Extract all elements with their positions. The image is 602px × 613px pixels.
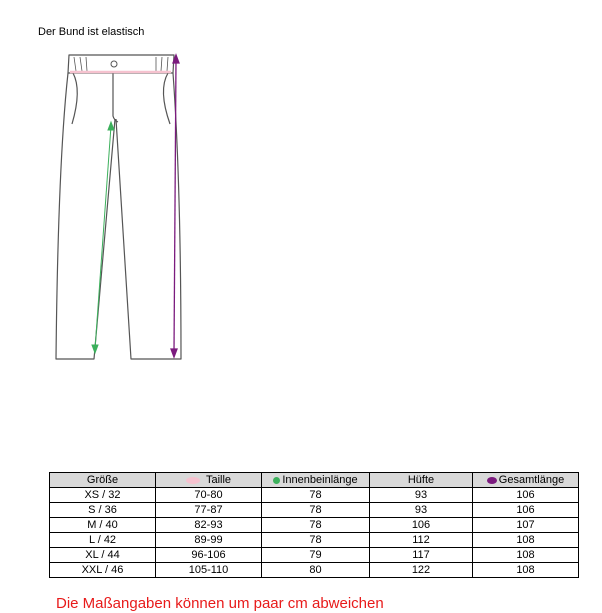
cell-inseam: 78 xyxy=(262,503,370,518)
cell-hip: 93 xyxy=(370,503,473,518)
cell-size: XXL / 46 xyxy=(50,563,156,578)
header-total xyxy=(473,473,579,488)
cell-total: 106 xyxy=(473,503,579,518)
cell-waist: 77-87 xyxy=(156,503,262,518)
cell-hip: 93 xyxy=(370,488,473,503)
trousers-illustration xyxy=(40,44,200,369)
cell-size: M / 40 xyxy=(50,518,156,533)
elastic-waist-note: Der Bund ist elastisch xyxy=(38,26,145,38)
header-total-label: Gesamtlänge xyxy=(498,474,565,486)
cell-waist: 82-93 xyxy=(156,518,262,533)
table-row xyxy=(50,533,579,548)
header-hip xyxy=(370,473,473,488)
waist-color-dot-icon xyxy=(186,477,200,484)
cell-inseam: 79 xyxy=(262,548,370,563)
header-size xyxy=(50,473,156,488)
table-row xyxy=(50,563,579,578)
cell-waist: 70-80 xyxy=(156,488,262,503)
header-inseam xyxy=(262,473,370,488)
cell-total: 107 xyxy=(473,518,579,533)
trousers-outline-icon xyxy=(56,55,181,359)
cell-size: XL / 44 xyxy=(50,548,156,563)
cell-waist: 89-99 xyxy=(156,533,262,548)
table-row xyxy=(50,488,579,503)
cell-size: S / 36 xyxy=(50,503,156,518)
header-waist xyxy=(156,473,262,488)
table-row xyxy=(50,548,579,563)
cell-total: 108 xyxy=(473,548,579,563)
cell-waist: 96-106 xyxy=(156,548,262,563)
cell-size: L / 42 xyxy=(50,533,156,548)
header-waist-label: Taille xyxy=(205,474,232,486)
cell-hip: 112 xyxy=(370,533,473,548)
header-size-label: Größe xyxy=(86,474,119,486)
total-length-color-dot-icon xyxy=(487,477,497,484)
cell-hip: 122 xyxy=(370,563,473,578)
size-chart-table xyxy=(49,472,579,578)
cell-total: 108 xyxy=(473,533,579,548)
cell-hip: 117 xyxy=(370,548,473,563)
cell-waist: 105-110 xyxy=(156,563,262,578)
cell-inseam: 78 xyxy=(262,533,370,548)
button-icon xyxy=(111,61,117,67)
inseam-color-dot-icon xyxy=(273,477,280,484)
table-row xyxy=(50,518,579,533)
cell-inseam: 80 xyxy=(262,563,370,578)
cell-total: 106 xyxy=(473,488,579,503)
cell-inseam: 78 xyxy=(262,518,370,533)
header-hip-label: Hüfte xyxy=(407,474,435,486)
inseam-measure-arrow xyxy=(92,122,114,353)
cell-total: 108 xyxy=(473,563,579,578)
cell-inseam: 78 xyxy=(262,488,370,503)
measurement-disclaimer: Die Maßangaben können um paar cm abweichen xyxy=(56,595,384,612)
table-header-row xyxy=(50,473,579,488)
header-inseam-label: Innenbeinlänge xyxy=(282,474,358,486)
cell-size: XS / 32 xyxy=(50,488,156,503)
table-row xyxy=(50,503,579,518)
cell-hip: 106 xyxy=(370,518,473,533)
